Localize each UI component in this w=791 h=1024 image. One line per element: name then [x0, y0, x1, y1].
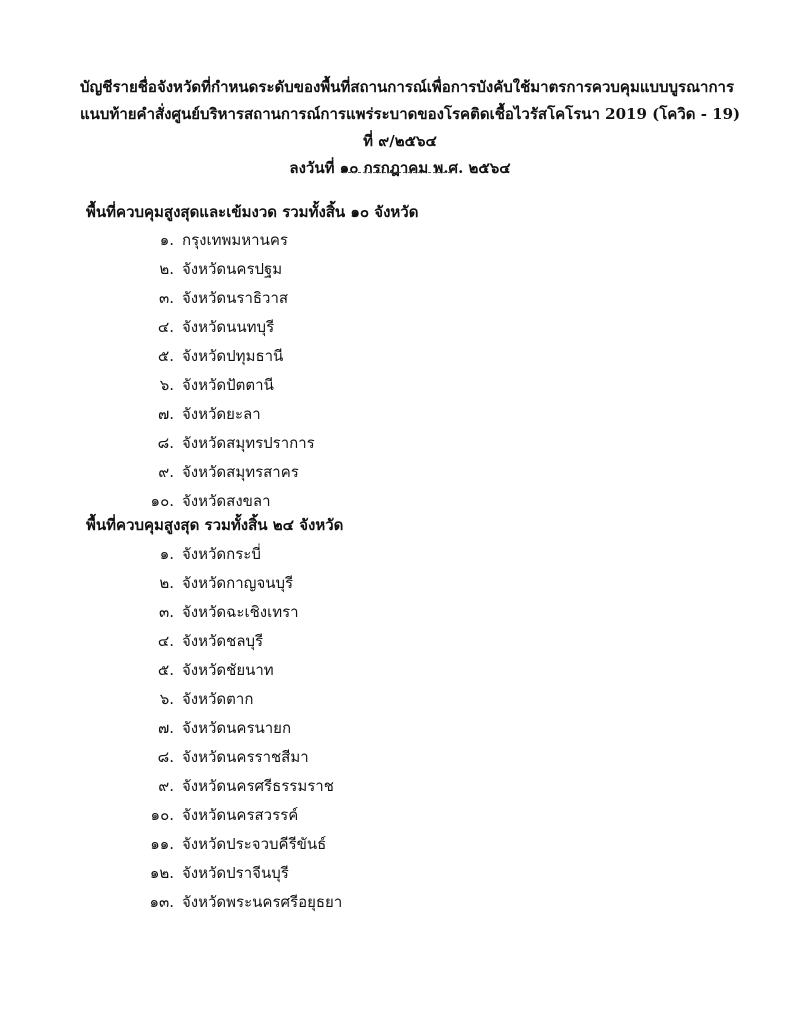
list-item — [0, 569, 791, 598]
province-name: จังหวัดปัตตานี — [182, 376, 274, 394]
list-item — [0, 772, 791, 801]
province-name: จังหวัดสงขลา — [182, 492, 271, 510]
document-header — [80, 74, 741, 182]
item-number: ๑๑. — [150, 835, 174, 853]
item-number: ๗. — [157, 405, 174, 423]
province-name: จังหวัดนราธิวาส — [182, 289, 289, 307]
item-number: ๔. — [157, 632, 174, 650]
province-name: จังหวัดนนทบุรี — [182, 318, 275, 336]
list-item — [0, 226, 791, 255]
item-number: ๗. — [157, 719, 174, 737]
item-number: ๖. — [159, 690, 174, 708]
item-number: ๔. — [157, 318, 174, 336]
item-number: ๓. — [158, 289, 174, 307]
item-number: ๖. — [159, 376, 174, 394]
list-item — [0, 371, 791, 400]
item-number: ๑๐. — [150, 806, 174, 824]
list-item — [0, 743, 791, 772]
list-item — [0, 627, 791, 656]
list-item — [0, 801, 791, 830]
list-item — [0, 540, 791, 569]
province-name: จังหวัดนครสวรรค์ — [182, 806, 299, 824]
province-name: จังหวัดปทุมธานี — [182, 347, 284, 365]
list-item — [0, 714, 791, 743]
section-heading-maximum: พื้นที่ควบคุมสูงสุด รวมทั้งสิ้น ๒๔ จังหวัด — [86, 516, 344, 534]
province-name: จังหวัดชัยนาท — [182, 661, 274, 679]
province-name: จังหวัดชลบุรี — [182, 632, 264, 650]
list-item — [0, 342, 791, 371]
item-number: ๑. — [159, 231, 174, 249]
list-item — [0, 313, 791, 342]
item-number: ๑๐. — [150, 492, 174, 510]
item-number: ๘. — [157, 434, 174, 452]
province-name: จังหวัดนครศรีธรรมราช — [182, 777, 334, 795]
order-date: ลงวันที่ ๑๐ กรกฎาคม พ.ศ. ๒๕๖๔ — [289, 159, 511, 177]
province-list-maximum — [0, 540, 791, 917]
header-title-line-1: บัญชีรายชื่อจังหวัดที่กำหนดระดับของพื้นที่สถานการณ์เพื่อการบังคับใช้มาตรการควบคุมแบบบูรณาการ — [80, 78, 735, 96]
header-divider — [343, 172, 451, 173]
province-name: จังหวัดยะลา — [182, 405, 261, 423]
list-item — [0, 487, 791, 516]
list-item — [0, 284, 791, 313]
province-name: จังหวัดสมุทรสาคร — [182, 463, 299, 481]
item-number: ๒. — [159, 260, 174, 278]
order-number: ที่ ๙/๒๕๖๔ — [363, 132, 437, 150]
header-title-line-2: แนบท้ายคำสั่งศูนย์บริหารสถานการณ์การแพร่ระบาดของโรคติดเชื้อไวรัสโคโรนา 2019 (โควิด - 19) — [80, 105, 741, 123]
list-item — [0, 888, 791, 917]
province-list-strict — [0, 226, 791, 516]
list-item — [0, 400, 791, 429]
item-number: ๑. — [159, 545, 174, 563]
item-number: ๓. — [158, 603, 174, 621]
province-name: จังหวัดนครปฐม — [182, 260, 283, 278]
province-name: จังหวัดตาก — [182, 690, 254, 708]
province-name: จังหวัดกระบี่ — [182, 545, 261, 563]
province-name: จังหวัดนครราชสีมา — [182, 748, 309, 766]
province-name: จังหวัดพระนครศรีอยุธยา — [182, 893, 343, 911]
province-name: กรุงเทพมหานคร — [182, 231, 288, 249]
list-item — [0, 830, 791, 859]
province-name: จังหวัดฉะเชิงเทรา — [182, 603, 299, 621]
province-name: จังหวัดปราจีนบุรี — [182, 864, 289, 882]
section-heading-strict: พื้นที่ควบคุมสูงสุดและเข้มงวด รวมทั้งสิ้น ๑๐ จังหวัด — [86, 203, 419, 221]
item-number: ๕. — [157, 347, 174, 365]
list-item — [0, 859, 791, 888]
list-item — [0, 598, 791, 627]
list-item — [0, 458, 791, 487]
item-number: ๙. — [158, 463, 174, 481]
item-number: ๑๓. — [149, 893, 174, 911]
province-name: จังหวัดสมุทรปราการ — [182, 434, 315, 452]
list-item — [0, 255, 791, 284]
list-item — [0, 656, 791, 685]
list-item — [0, 685, 791, 714]
province-name: จังหวัดกาญจนบุรี — [182, 574, 294, 592]
list-item — [0, 429, 791, 458]
item-number: ๘. — [157, 748, 174, 766]
province-name: จังหวัดนครนายก — [182, 719, 292, 737]
item-number: ๑๒. — [149, 864, 174, 882]
item-number: ๕. — [157, 661, 174, 679]
province-name: จังหวัดประจวบคีรีขันธ์ — [182, 835, 327, 853]
item-number: ๒. — [159, 574, 174, 592]
item-number: ๙. — [158, 777, 174, 795]
